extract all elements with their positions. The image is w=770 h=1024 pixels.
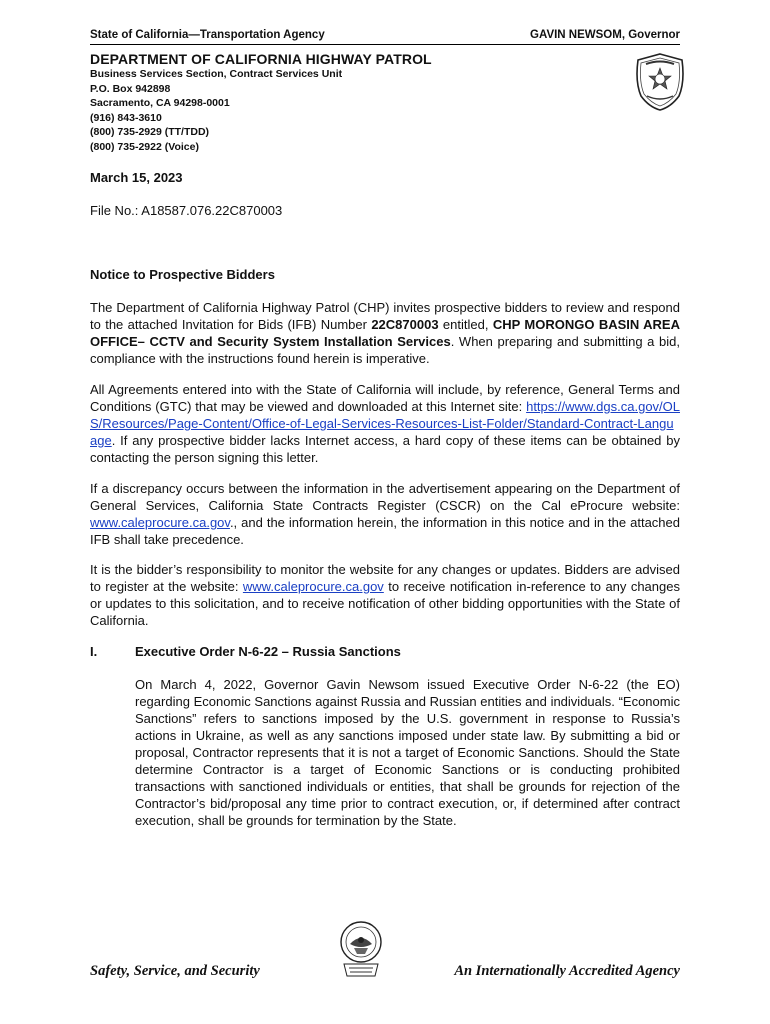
section-body: On March 4, 2022, Governor Gavin Newsom issued Executive Order N-6-22 (the EO) regarding Economic Sanctions against Russia and Russian entities and individuals. “Economic Sanctions” refers to sanctions imposed by the U.S. government in response to Russia’s actions in Ukraine, as well as any sanctions imposed under state law. By submitting a bid or proposal, Contractor represents that it is not a target of Economic Sanctions. Should the State determine Contractor is a target of Economic Sanctions or is conducting prohibited transactions with sanctioned individuals or entities, that shall be grounds for rejection of the Contractor’s bid/proposal any time prior to contract execution, or, if determined after contract execution, shall be grounds for termination by the State. [135,677,680,828]
paragraph-gtc [90,381,680,466]
agency-name: State of California—Transportation Agency [90,29,325,41]
text: to receive notification in-reference to any changes or updates to this solicitation, and to receive notification of other bidding opportunities with the State of California. [90,579,680,628]
address-line: P.O. Box 942898 [90,82,171,95]
gtc-link[interactable]: https://www.dgs.ca.gov/OLS/Resources/Page-Content/Office-of-Legal-Services-Resources-List-Folder/Standard-Contract-Language [90,399,680,448]
paragraph-intro [90,299,680,367]
text: All Agreements entered into with the State of California will include, by reference, General Terms and Conditions (GTC) that may be viewed and downloaded at this Internet site: [90,382,680,414]
ifb-title: CHP MORONGO BASIN AREA OFFICE– CCTV and Security System Installation Services [90,317,680,349]
section-title: Executive Order N-6-22 – Russia Sanctions [135,644,401,659]
footer-motto: Safety, Service, and Security [90,963,260,979]
address-line: (800) 735-2929 (TT/TDD) [90,126,210,139]
department-name: DEPARTMENT OF CALIFORNIA HIGHWAY PATROL [90,51,432,67]
chp-badge-icon [633,52,687,112]
caleprocure-link[interactable]: www.caleprocure.ca.gov [90,515,230,530]
state-seal-icon [338,918,384,980]
text: It is the bidder’s responsibility to monitor the website for any changes or updates. Bidders are advised to register at the website: [90,562,680,594]
governor-name: GAVIN NEWSOM, Governor [530,29,680,41]
text: ., and the information herein, the information in this notice and in the attached IFB shall take precedence. [90,515,680,547]
address-line: Business Services Section, Contract Services Unit [90,68,343,80]
ifb-number: 22C870003 [371,317,439,332]
address-line: (800) 735-2922 (Voice) [90,140,199,153]
text: . If any prospective bidder lacks Internet access, a hard copy of these items can be obtained by contacting the person signing this letter. [90,433,680,465]
text: . When preparing and submitting a bid, compliance with the instructions found herein is imperative. [90,334,680,366]
paragraph-responsibility [90,561,680,629]
caleprocure-register-link[interactable]: www.caleprocure.ca.gov [242,579,384,594]
letter-title: Notice to Prospective Bidders [90,267,275,282]
section-number: I. [90,644,98,659]
letter-date: March 15, 2023 [90,170,183,185]
text: If a discrepancy occurs between the information in the advertisement appearing on the Department of General Services, California State Contracts Register (CSCR) on the Cal eProcure website: [90,481,680,513]
address-line: Sacramento, CA 94298-0001 [90,97,230,110]
paragraph-discrepancy [90,480,680,548]
department-address [90,67,342,155]
footer-accreditation: An Internationally Accredited Agency [454,963,680,979]
letterhead-bar [90,28,680,45]
text: The Department of California Highway Patrol (CHP) invites prospective bidders to review and respond to the attached Invitation for Bids (IFB) Number [90,300,680,332]
address-line: (916) 843-3610 [90,111,162,124]
text: entitled, [438,317,493,332]
file-number: File No.: A18587.076.22C870003 [90,203,283,218]
